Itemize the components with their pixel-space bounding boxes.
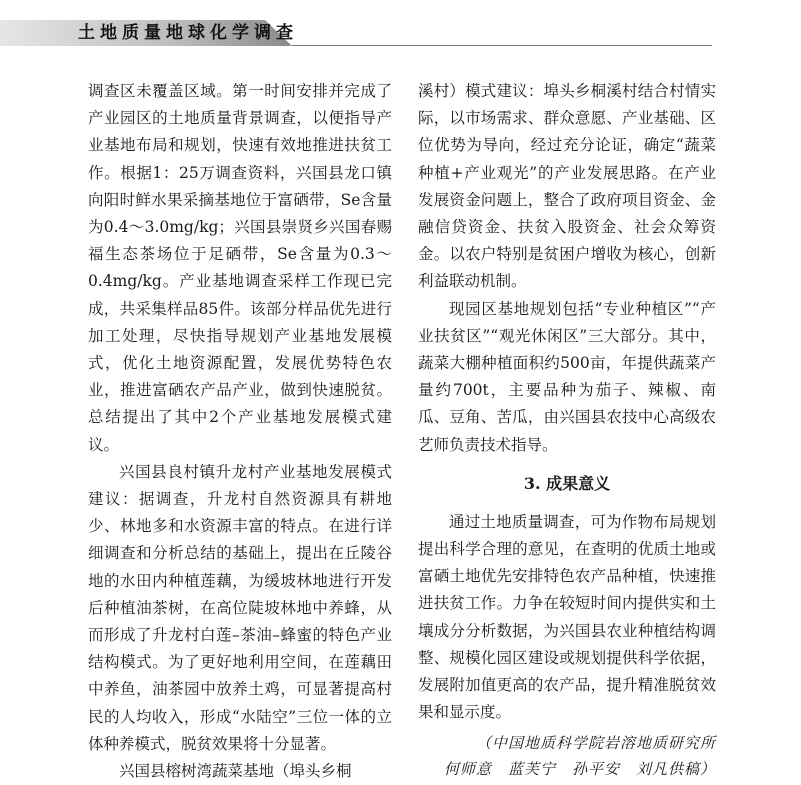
right-paragraph-3: 通过土地质量调查，可为作物布局规划提出科学合理的意见，在查明的优质土地或富硒土地优先安排特色农产品种植，快速推进扶贫工作。力争在较短时间内提供实和土壤成分分析数据，为兴国县农业种植结构调整、规模化园区建设或规划提供科学依据，发展附加值更高的农产品，提升精准脱贫效果和显示度。 <box>418 512 716 722</box>
right-paragraph-2: 现园区基地规划包括“专业种植区”“产业扶贫区”“观光休闲区”三大部分。其中，蔬菜大棚种植面积约500亩，年提供蔬菜产量约700t，主要品种为茄子、辣椒、南瓜、豆角、苦瓜，由兴国县农技中心高级农艺师负责技术指导。 <box>418 299 716 454</box>
author-credit <box>418 730 716 782</box>
left-paragraph-3: 兴国县榕树湾蔬菜基地（埠头乡桐 <box>119 762 352 781</box>
right-paragraph-1: 溪村）模式建议：埠头乡桐溪村结合村情实际，以市场需求、群众意愿、产业基础、区位优势为导向，经过充分论证，确定“蔬菜种植+产业观光”的产业发展思路。在产业发展资金问题上，整合了政府项目资金、金融信贷资金、扶贫入股资金、社会众筹资金。以农户特别是贫困户增收为核心，创新利益联动机制。 <box>418 82 716 291</box>
left-paragraph-1: 调查区未覆盖区域。第一时间安排并完成了产业园区的土地质量背景调查，以便指导产业基地布局和规划，快速有效地推进扶贫工作。根据1：25万调查资料，兴国县龙口镇向阳时鲜水果采摘基地位于富硒带，Se含量为0.4～3.0mg/kg；兴国县崇贤乡兴国春赐福生态茶场位于足硒带，Se含量为0.3～0.4mg/kg。产业基地调查采样工作现已完成，共采集样品85件。该部分样品优先进行加工处理，尽快指导规划产业基地发展模式，优化土地资源配置，发展优势特色农业，推进富硒农产品产业，做到快速脱贫。总结提出了其中2个产业基地发展模式建议。 <box>88 82 392 454</box>
credit-institution: （中国地质科学院岩溶地质研究所 <box>475 734 716 753</box>
running-header-title: 土地质量地球化学调查 <box>78 23 298 43</box>
credit-authors: 何师意 蓝芙宁 孙平安 刘凡供稿） <box>443 760 716 779</box>
right-column <box>418 78 716 782</box>
left-paragraph-2: 兴国县良村镇升龙村产业基地发展模式建议：据调查，升龙村自然资源具有耕地少、林地多和水资源丰富的特点。在进行详细调查和分析总结的基础上，提出在丘陵谷地的水田内种植莲藕，为缓坡林地进行开发后种植油茶树，在高位陡坡林地中养蜂，从而形成了升龙村白莲–茶油–蜂蜜的特色产业结构模式。为了更好地利用空间，在莲藕田中养鱼，油茶园中放养土鸡，可显著提高村民的人均收入，形成“水陆空”三位一体的立体种养模式，脱贫效果将十分显著。 <box>88 462 392 753</box>
section-heading: 3. 成果意义 <box>523 473 611 493</box>
left-column <box>88 78 392 785</box>
header-rule <box>292 45 712 46</box>
